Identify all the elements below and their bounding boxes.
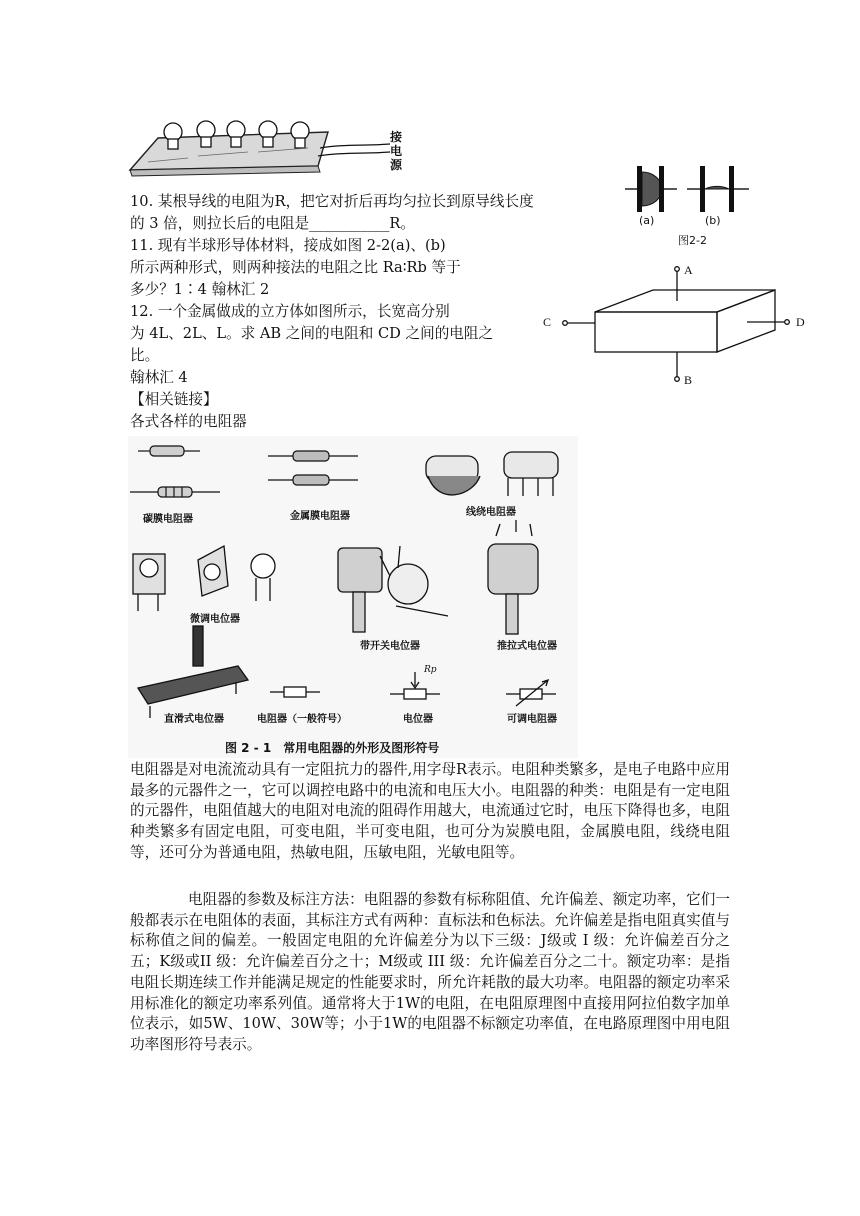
fig21-caption: 图 2 - 1 常用电阻器的外形及图形符号 [225,741,440,755]
body-paragraph-2: 电阻器的参数及标注方法：电阻器的参数有标称阻值、允许偏差、额定功率，它们一般都表示在电阻体的表面，其标注方式有两种：直标法和色标法。允许偏差是指电阻真实值与标称值之间的偏差。一般固定电阻的允许偏差分为以下三级：J级或 I 级：允许偏差百分之五；K级或II 级：允许偏差百分之十；M级或 III 级：允许偏差百分之二十。额定功率：是指电阻长期连续工作并能满足规定的性能要求时，所允许耗散的最大功率。电阻器的额定功率采用标准化的额定功率系列值。通常将大于1W的电阻，在电阻原理图中直接用阿拉伯数字加单位表示，如5W、10W、30W等；小于1W的电阻器不标额定功率值，在电路原理图中用电阻功率图形符号表示。 [130,891,730,1053]
power-label: 接电源 [390,130,403,172]
fig21-label-rp: Rp [424,665,437,675]
q11-line3: 多少？1∶4 翰林汇 2 [130,281,270,298]
cube-figure [555,260,805,390]
fig21-label-var: 可调电阻器 [507,714,557,725]
fig21-label-wire: 线绕电阻器 [466,507,516,518]
cube-label-b: B [684,373,693,387]
related-links-subheading: 各式各样的电阻器 [130,413,247,430]
cube-label-a: A [684,263,693,277]
q10-line2: 的 3 倍，则拉长后的电阻是___________R。 [130,215,415,232]
fig22-label-a: (a) [639,214,655,227]
fig21-label-metal: 金属膜电阻器 [290,511,350,522]
cube-label-c: C [543,315,552,329]
cube-label-d: D [796,315,805,329]
q12-answer: 翰林汇 4 [130,369,188,386]
bulb-board-figure [128,118,418,180]
q12-line3: 比。 [130,347,160,364]
q12-line2: 为 4L、2L、L。求 AB 之间的电阻和 CD 之间的电阻之 [130,325,494,342]
q12-line1: 12. 一个金属做成的立方体如图所示，长宽高分别 [130,303,450,320]
q11-line1: 11. 现有半球形导体材料，接成如图 2-2(a)、(b) [130,237,446,254]
q11-line2: 所示两种形式，则两种接法的电阻之比 Ra∶Rb 等于 [130,259,461,276]
fig21-label-trim: 微调电位器 [190,614,240,625]
fig21-label-switch-pot: 带开关电位器 [360,641,420,652]
fig21-label-slide-pot: 直滑式电位器 [164,714,224,725]
related-links-heading: 【相关链接】 [130,391,218,408]
fig22-label-b: (b) [705,214,721,227]
fig21-label-carbon: 碳膜电阻器 [143,514,193,525]
fig22-caption: 图2-2 [678,234,707,247]
fig21-label-pot: 电位器 [403,714,433,725]
body-paragraph-1: 电阻器是对电流流动具有一定阻抗力的器件,用字母R表示。电阻种类繁多，是电子电路中应用最多的元器件之一，它可以调控电路中的电流和电压大小。电阻器的种类：电阻是有一定电阻的元器件，电阻值越大的电阻对电流的阻碍作用越大，电流通过它时，电压下降得也多，电阻种类繁多有固定电阻，可变电阻，半可变电阻，也可分为炭膜电阻，金属膜电阻，线绕电阻等，还可分为普通电阻，热敏电阻，压敏电阻，光敏电阻等。 [130,761,730,861]
fig21-label-push-pot: 推拉式电位器 [497,641,557,652]
q10-line1: 10. 某根导线的电阻为R，把它对折后再均匀拉长到原导线长度 [130,193,534,210]
fig21-label-general: 电阻器（一般符号） [257,714,347,725]
